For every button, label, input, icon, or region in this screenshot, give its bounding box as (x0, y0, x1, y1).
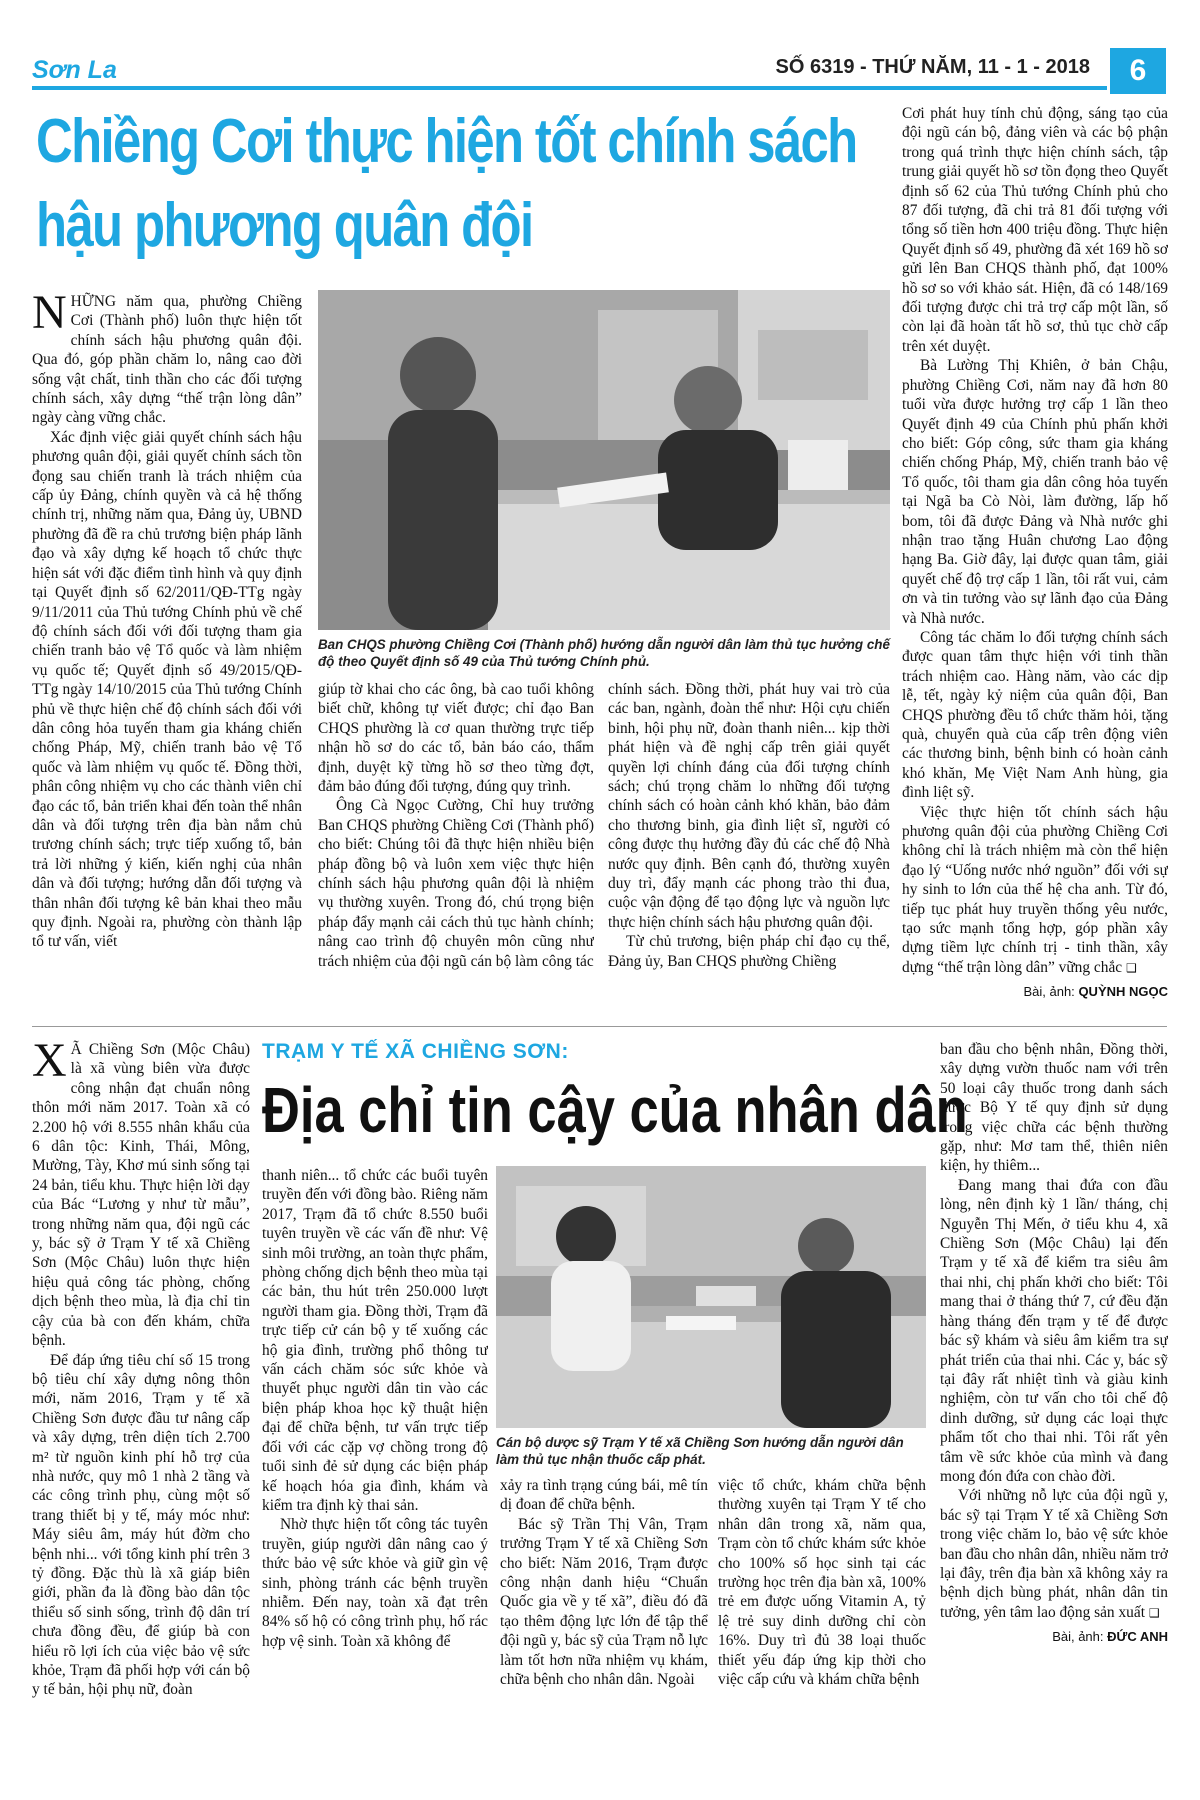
article2-paragraph: Đang mang thai đứa con đầu lòng, nên định kỳ 1 lần/ tháng, chị Nguyễn Thị Mến, ở tiểu khu 4, xã Chiềng Sơn (Mộc Châu) lại đến Trạm y tế xã để kiểm tra siêu âm thai nhi, chị phấn khởi cho biết: Tôi mang thai ở tháng thứ 7, cứ đều đặn hàng tháng đến trạm y tế để được bác sỹ khám và siêu âm kiểm tra sự phát triển của thai nhi. Các y, bác sỹ tại đây rất nhiệt tình và giàu kinh nghiệm, còn tư vấn cho tôi chế độ dinh dưỡng, sử dụng các loại thực phẩm tốt cho thai nhi. Tôi rất yên tâm về sức khỏe của mình và đang mong đón đứa con chào đời. (940, 1176, 1168, 1485)
article1-column-3 (608, 680, 890, 1017)
article1-paragraph: Công tác chăm lo đối tượng chính sách được quan tâm thực hiện với tinh thần trách nhiệm cao. Hàng năm, vào các dịp lễ, tết, ngày kỷ niệm của quân đội, Ban CHQS phường đều tổ chức thăm hỏi, tặng quà, chuyển quà của cấp trên động viên các thương binh, bệnh binh có hoàn cảnh khó khăn, Mẹ Việt Nam Anh hùng, gia đình liệt sỹ. (902, 628, 1168, 802)
photo-illustration-pharmacist-and-patient (496, 1166, 926, 1428)
article1-title (36, 100, 889, 268)
article1-paragraph: NHỮNG năm qua, phường Chiềng Cơi (Thành phố) luôn thực hiện tốt chính sách hậu phương quân đội. Qua đó, góp phần chăm lo, nâng cao đời sống vật chất, tinh thần cho các đối tượng chính sách, xây dựng “thế trận lòng dân” ngày càng vững chắc. (32, 292, 302, 427)
article1-photo (318, 290, 890, 630)
article1-paragraph: Ông Cà Ngọc Cường, Chỉ huy trưởng Ban CHQS phường Chiềng Cơi (Thành phố) cho biết: Chúng tôi đã thực hiện nhiều biện pháp đồng bộ và luôn xem việc thực hiện chính sách hậu phương quân đội là nhiệm vụ thường xuyên. Trong đó, chú trọng biện pháp đẩy mạnh cải cách thủ tục hành chính; nâng cao trình độ chuyên môn cũng như trách nhiệm của đội ngũ cán bộ làm công tác (318, 797, 594, 970)
article2-column-1 (32, 1040, 250, 1785)
article1-title-line2: hậu phương quân đội (36, 191, 533, 260)
article1-column-1 (32, 292, 302, 1017)
article2-photo (496, 1166, 926, 1428)
article1-paragraph: Việc thực hiện tốt chính sách hậu phương quân đội của phường Chiềng Cơi không chỉ là trách nhiệm mà còn thể hiện đạo lý “Uống nước nhớ nguồn” đối với sự hy sinh to lớn của thế hệ cha anh. Từ đó, tiếp tục phát huy truyền thống yêu nước, tạo sức mạnh tổng hợp, góp phần xây dựng tiềm lực chính trị - tinh thần, xây dựng “thế trận lòng dân” vững chắc ❑ (902, 803, 1168, 976)
article2-column-2 (262, 1166, 488, 1785)
article2-paragraph: Với những nỗ lực của đội ngũ y, bác sỹ tại Trạm Y tế xã Chiềng Sơn trong việc chăm lo, bảo vệ sức khỏe ban đầu cho nhân dân, nhiều năm trở lại đây, trên địa bàn xã không xảy ra bệnh dịch bùng phát, nhân dân tin tưởng, yên tâm lao động sản xuất ❑ (940, 1487, 1168, 1621)
article1-paragraph: Xác định việc giải quyết chính sách hậu phương quân đội, giải quyết chính sách tồn đọng sau chiến tranh là trách nhiệm của cấp ủy Đảng, chính quyền và cả hệ thống chính trị, những năm qua, Đảng ủy, UBND phường đã đề ra chủ trương biện pháp lãnh đạo và xây dựng kế hoạch tổ chức thực hiện sát với đặc điểm tình hình và quy định tại Quyết định số 62/2011/QĐ-TTg ngày 9/11/2011 của Thủ tướng Chính phủ về chế độ chính sách đối với đối tượng tham gia chiến tranh bảo vệ Tổ quốc và làm nhiệm vụ quốc tế; Quyết định số 49/2015/QĐ-TTg ngày 14/10/2015 của Thủ tướng Chính phủ về thực hiện chế độ chính sách đối với dân công hỏa tuyến tham gia kháng chiến chống Pháp, Mỹ, chiến tranh bảo vệ Tổ quốc và làm nhiệm vụ quốc tế. Đồng thời, phân công nhiệm vụ cho các thành viên chỉ đạo các tổ, bản triển khai đến toàn thể nhân dân và đối tượng trên địa bàn nắm chủ trương chính sách; trực tiếp xuống tổ, bản trả lời những ý kiến, kiến nghị của nhân dân và đối tượng; hướng dẫn đối tượng và thân nhân đối tượng kê bản khai theo mẫu quy định. Ngoài ra, phường còn thành lập tổ tư vấn, viết (32, 428, 302, 951)
article2-paragraph: xảy ra tình trạng cúng bái, mê tín dị đoan để chữa bệnh. (500, 1477, 708, 1514)
article2-paragraph: việc tổ chức, khám chữa bệnh thường xuyên tại Trạm Y tế cho nhân dân trong xã, năm qua, Trạm còn tổ chức khám sức khỏe cho 100% số học sinh tại các trường học trên địa bàn xã, 100% trẻ em được uống Vitamin A, tỷ lệ trẻ suy dinh dưỡng chỉ còn 16%. Duy trì đủ 38 loại thuốc thiết yếu đáp ứng kịp thời cho việc cấp cứu và khám chữa bệnh (718, 1477, 926, 1689)
article2-kicker: TRẠM Y TẾ XÃ CHIỀNG SƠN: (262, 1040, 569, 1063)
header-rule (32, 86, 1107, 90)
dropcap: X (32, 1040, 67, 1087)
article1-credit: Bài, ảnh: QUỲNH NGỌC (1023, 984, 1168, 1000)
article1-column-4 (902, 104, 1168, 1024)
article-divider (32, 1026, 1167, 1027)
article2-column-5 (940, 1040, 1168, 1790)
end-mark: ❑ (1148, 1605, 1160, 1620)
page-number: 6 (1110, 48, 1166, 94)
end-mark: ❑ (1125, 960, 1137, 975)
article1-paragraph: giúp tờ khai cho các ông, bà cao tuổi không biết chữ, không tự viết được; chỉ đạo Ban CHQS phường là cơ quan thường trực tiếp nhận hồ sơ do các tổ, bản báo cáo, thẩm định, duyệt kỹ từng hồ sơ theo từng đợt, đảm bảo đúng đối tượng, đúng quy trình. (318, 681, 594, 796)
article1-paragraph: Từ chủ trương, biện pháp chỉ đạo cụ thể, Đảng ủy, Ban CHQS phường Chiềng (608, 933, 890, 970)
section-name: Sơn La (32, 56, 117, 84)
article2-paragraph: Để đáp ứng tiêu chí số 15 trong bộ tiêu chí xây dựng nông thôn mới, năm 2016, Trạm y tế xã Chiềng Sơn được đầu tư nâng cấp và xây dựng, trên diện tích 2.700 m² từ nguồn kinh phí hỗ trợ của nhà nước, quy mô 1 nhà 2 tầng và các công trình phụ, cùng một số trang thiết bị y tế, máy móc như: Máy siêu âm, máy hút đờm cho bệnh nhi... với tổng kinh phí trên 3 tỷ đồng. Đặc thù là xã giáp biên giới, phần đa là đồng bào dân tộc thiểu số sinh sống, trình độ dân trí chưa đồng đều, để giúp bà con hiểu rõ lợi ích của việc bảo vệ sức khỏe, Trạm đã phối hợp với cán bộ y tế bản, hội phụ nữ, đoàn (32, 1351, 250, 1699)
article2-photo-caption: Cán bộ dược sỹ Trạm Y tế xã Chiềng Sơn hướng dẫn người dân làm thủ tục nhận thuốc cấp phát. (496, 1435, 904, 1467)
issue-info: SỐ 6319 - THỨ NĂM, 11 - 1 - 2018 (775, 56, 1090, 78)
article1-title-line1: Chiềng Cơi thực hiện tốt chính sách (36, 107, 857, 176)
photo-illustration-officer-and-elder (318, 290, 890, 630)
article1-paragraph: Bà Lường Thị Khiên, ở bản Chậu, phường Chiềng Cơi, năm nay đã hơn 80 tuổi vừa được hưởng trợ cấp 1 lần theo Quyết định 49 của Chính phủ phấn khởi cho biết: Góp công, sức tham gia kháng chiến chống Pháp, Mỹ, chiến tranh bảo vệ Tổ quốc, tôi tham gia dân công hỏa tuyến tại Ngã ba Cò Nòi, làm đường, lấp hố bom, tôi đã được Đảng và Nhà nước ghi nhận trao tặng Huân chương Lao động hạng Ba. Giờ đây, lại được quan tâm, giải quyết chế độ trợ cấp 1 lần, tôi rất vui, cảm ơn và tin tưởng vào sự lãnh đạo của Đảng và Nhà nước. (902, 357, 1168, 627)
article2-paragraph: Bác sỹ Trần Thị Vân, Trạm trưởng Trạm Y tế xã Chiềng Sơn cho biết: Năm 2016, Trạm được công nhận danh hiệu “Chuẩn Quốc gia về y tế xã”, điều đó đã tạo thêm động lực lớn để tập thể đội ngũ y, bác sỹ của Trạm nỗ lực làm tốt hơn nữa nhiệm vụ khám, chữa bệnh cho nhân dân. Ngoài (500, 1515, 708, 1689)
article2-paragraph: ban đầu cho bệnh nhân, Đồng thời, xây dựng vườn thuốc nam với trên 50 loại cây thuốc trong danh sách được Bộ Y tế quy định sử dụng trong việc chữa các bệnh thường gặp, như: Mơ tam thể, thiên niên kiện, hy thiêm... (940, 1041, 1168, 1175)
author-name: ĐỨC ANH (1107, 1629, 1168, 1645)
article1-column-2 (318, 680, 594, 1017)
dropcap: N (32, 292, 67, 339)
article2-paragraph: Nhờ thực hiện tốt công tác tuyên truyền, giúp người dân nâng cao ý thức bảo vệ sức khỏe và giữ gìn vệ sinh, phòng tránh các bệnh truyền nhiễm. Đến nay, toàn xã đạt trên 84% số hộ có công trình phụ, hố rác hợp vệ sinh. Toàn xã không để (262, 1516, 488, 1650)
article1-paragraph: chính sách. Đồng thời, phát huy vai trò của các ban, ngành, đoàn thể như: Hội cựu chiến binh, hội phụ nữ, đoàn thanh niên... kịp thời phát hiện và đề nghị cấp trên giải quyết quyền lợi chính đáng của đối tượng chính sách; chú trọng chăm lo những đối tượng chính sách có hoàn cảnh khó khăn, bảo đảm cho thương binh, gia đình liệt sĩ, người có công được thụ hưởng đầy đủ các chế độ Nhà nước quy định. Bên cạnh đó, thường xuyên duy trì, đẩy mạnh các phong trào thi đua, cuộc vận động để tạo động lực và nguồn lực thực hiện chính sách hậu phương quân đội. (608, 681, 890, 931)
article2-column-4 (718, 1476, 926, 1785)
article2-paragraph: thanh niên... tổ chức các buổi tuyên truyền đến với đồng bào. Riêng năm 2017, Trạm đã tổ chức 8.550 buổi tuyên truyền về các vấn đề như: Vệ sinh môi trường, an toàn thực phẩm, phòng chống dịch bệnh theo mùa tại các bản, thu hút trên 250.000 lượt người tham gia. Đồng thời, Trạm đã trực tiếp cử cán bộ y tế xuống các hộ gia đình, trường phổ thông tư vấn cách chăm sóc sức khỏe và thuyết phục người dân tin vào các biện pháp khoa học kỹ thuật hiện đại để chữa bệnh, tư vấn trực tiếp đối với các cặp vợ chồng trong độ tuổi sinh đẻ sử dụng các biện pháp kế hoạch hóa gia đình, khám và kiểm tra định kỳ thai sản. (262, 1167, 488, 1514)
author-name: QUỲNH NGỌC (1078, 984, 1168, 1000)
article2-column-3 (500, 1476, 708, 1785)
article1-paragraph: Cơi phát huy tính chủ động, sáng tạo của đội ngũ cán bộ, đảng viên và các bộ phận trong quá trình thực hiện chính sách, tập trung giải quyết hồ sơ tồn đọng theo Quyết định số 62 của Thủ tướng Chính phủ cho 87 đối tượng, đã chi trả 81 đối tượng với tổng số tiền hơn 400 triệu đồng. Thực hiện Quyết định số 49, phường đã xét 169 hồ sơ gửi lên Ban CHQS thành phố, đạt 100% hồ sơ so với khảo sát. Hiện, đã có 148/169 đối tượng được chi trả trợ cấp một lần, số còn lại đã hoàn tất hồ sơ, thủ tục chờ cấp trên xét duyệt. (902, 105, 1168, 355)
article1-photo-caption: Ban CHQS phường Chiềng Cơi (Thành phố) hướng dẫn người dân làm thủ tục hưởng chế độ theo Quyết định số 49 của Thủ tướng Chính phủ. (318, 637, 890, 669)
article2-credit: Bài, ảnh: ĐỨC ANH (1052, 1629, 1168, 1645)
article2-title: Địa chỉ tin cậy của nhân dân (262, 1074, 968, 1146)
article2-paragraph: X Ã Chiềng Sơn (Mộc Châu) là xã vùng biên vừa được công nhận đạt chuẩn nông thôn mới năm 2017. Toàn xã có 2.200 hộ với 8.555 nhân khẩu của 6 dân tộc: Kinh, Thái, Mông, Mường, Tày, Khơ mú sinh sống tại 24 bản, tiểu khu. Thực hiện lời dạy của Bác “Lương y như từ mẫu”, trong những năm qua, đội ngũ các y, bác sỹ ở Trạm Y tế xã Chiềng Sơn (Mộc Châu) luôn thực hiện hiệu quả công tác phòng, chống dịch bệnh theo mùa, là địa chỉ tin cậy của bà con đến khám, chữa bệnh. (32, 1040, 250, 1350)
